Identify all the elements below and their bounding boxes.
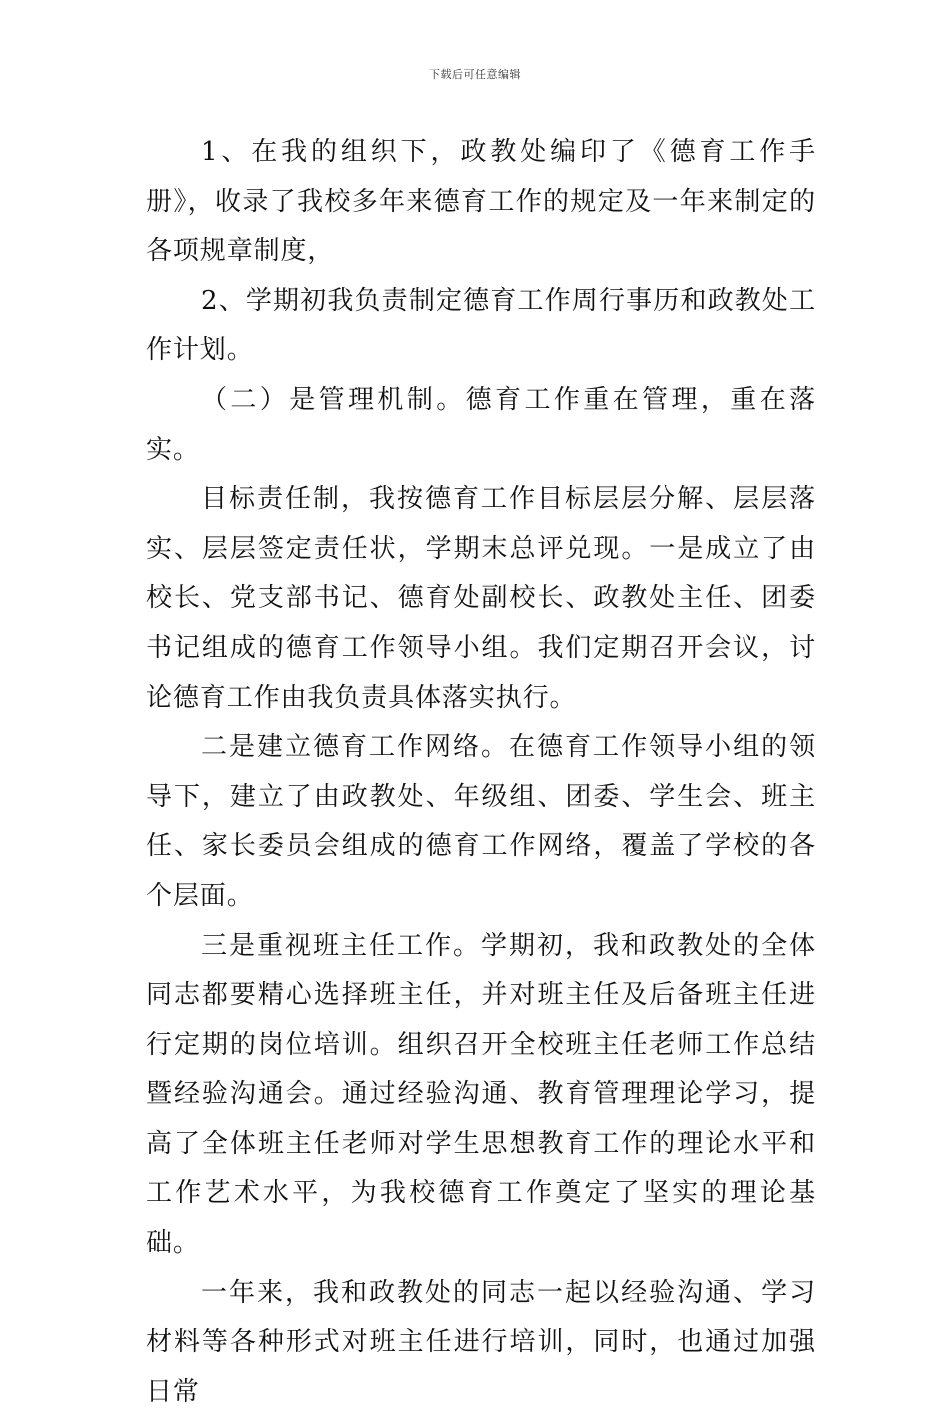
paragraph-1: 1、在我的组织下，政教处编印了《德育工作手册》，收录了我校多年来德育工作的规定及一年来制定的各项规章制度， bbox=[146, 137, 816, 267]
paragraph-4: 目标责任制，我按德育工作目标层层分解、层层落实、层层签定责任状，学期末总评兑现。一是成立了由校长、党支部书记、德育处副校长、政教处主任、团委书记组成的德育工作领导小组。我们定期召开会议，讨论德育工作由我负责具体落实执行。 bbox=[146, 484, 816, 713]
paragraph-2: 2、学期初我负责制定德育工作周行事历和政教处工作计划。 bbox=[146, 285, 816, 366]
paragraph-5: 二是建立德育工作网络。在德育工作领导小组的领导下，建立了由政教处、年级组、团委、学生会、班主任、家长委员会组成的德育工作网络，覆盖了学校的各个层面。 bbox=[146, 732, 816, 911]
paragraph-6: 三是重视班主任工作。学期初，我和政教处的全体同志都要精心选择班主任，并对班主任及后备班主任进行定期的岗位培训。组织召开全校班主任老师工作总结暨经验沟通会。通过经验沟通、教育管理理论学习，提高了全体班主任老师对学生思想教育工作的理论水平和工作艺术水平，为我校德育工作奠定了坚实的理论基础。 bbox=[146, 930, 816, 1259]
document-body bbox=[146, 128, 816, 1417]
paragraph-3: （二）是管理机制。德育工作重在管理，重在落实。 bbox=[146, 384, 816, 465]
page-header: 下载后可任意编辑 bbox=[429, 68, 521, 81]
paragraph-7: 一年来，我和政教处的同志一起以经验沟通、学习材料等各种形式对班主任进行培训，同时，也通过加强日常 bbox=[146, 1277, 816, 1407]
